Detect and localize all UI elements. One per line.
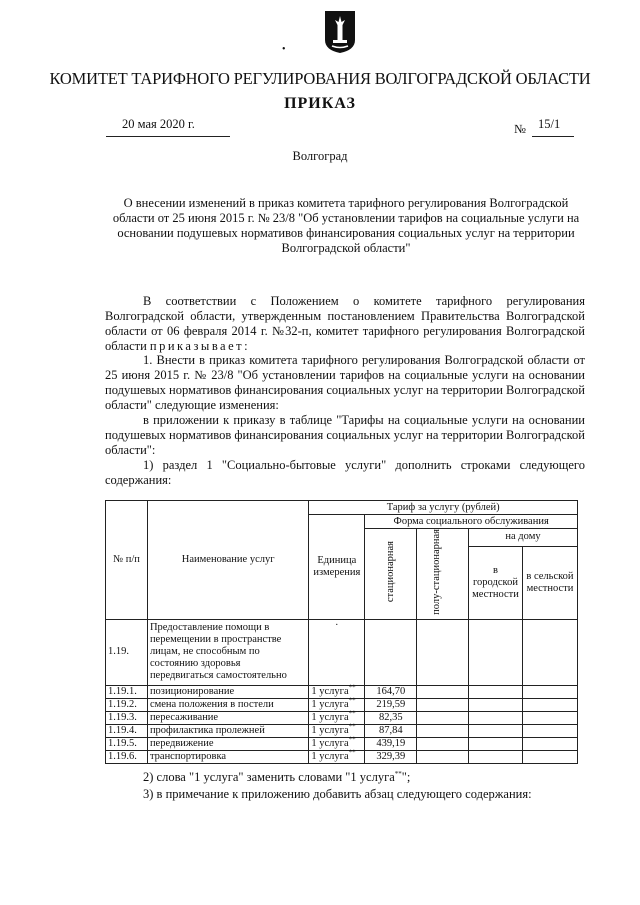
header-home: на дому xyxy=(469,529,578,547)
row-unit xyxy=(309,737,365,750)
row-stationary: 87,84 xyxy=(365,724,417,737)
unit-text: 1 услуга xyxy=(311,685,349,697)
row-name: смена положения в постели xyxy=(147,698,308,711)
row-rural xyxy=(522,685,577,698)
unit-text: 1 услуга xyxy=(311,698,349,710)
table-row xyxy=(106,737,578,750)
document-date: 20 мая 2020 г. xyxy=(122,117,195,131)
paragraph-item-3: 3) в примечание к приложению добавить абзац следующего содержания: xyxy=(143,787,532,801)
table-row xyxy=(106,698,578,711)
row-urban xyxy=(469,698,523,711)
header-stationary-label: стационарная xyxy=(384,541,396,603)
row-rural xyxy=(522,737,577,750)
row-stationary: 439,19 xyxy=(365,737,417,750)
unit-text: 1 услуга xyxy=(311,711,349,723)
row-name: профилактика пролежней xyxy=(147,724,308,737)
header-stationary xyxy=(365,529,417,620)
paragraph-item-1: 1. Внести в приказ комитета тарифного регулирования Волгоградской области от 25 июня 2015 г. № 23/8 "Об установлении тарифов на социальные услуги на основании подушевых нормативов финансирования социальных услуг на территории Волгоградской области" следующие изменения: xyxy=(105,353,585,412)
group-stationary xyxy=(365,619,417,685)
row-urban xyxy=(469,711,523,724)
row-semi xyxy=(417,737,469,750)
row-rural xyxy=(522,724,577,737)
row-urban xyxy=(469,724,523,737)
row-semi xyxy=(417,750,469,763)
paragraph-table-intro: в приложении к приказу в таблице "Тарифы на социальные услуги на основании подушевых нормативов финансирования социальных услуг на территории Волгоградской области": xyxy=(105,413,585,457)
number-sign: № xyxy=(514,122,526,136)
row-semi xyxy=(417,724,469,737)
row-num: 1.19.6. xyxy=(106,750,148,763)
row-num: 1.19.1. xyxy=(106,685,148,698)
row-semi xyxy=(417,698,469,711)
row-rural xyxy=(522,698,577,711)
committee-title: КОМИТЕТ ТАРИФНОГО РЕГУЛИРОВАНИЯ ВОЛГОГРАДСКОЙ ОБЛАСТИ xyxy=(49,69,591,88)
header-tariff: Тариф за услугу (рублей) xyxy=(309,501,578,515)
group-rural xyxy=(522,619,577,685)
unit-sup: ** xyxy=(348,709,356,718)
row-unit xyxy=(309,724,365,737)
tariff-table xyxy=(105,500,578,764)
document-subject: О внесении изменений в приказ комитета тарифного регулирования Волгоградской области от 25 июня 2015 г. № 23/8 "Об установлении тарифов на социальные услуги на основании подушевых нормативов финансирования социальных услуг на территории Волгоградской области" xyxy=(112,196,580,255)
orders-word: приказывает: xyxy=(149,339,251,353)
number-underline xyxy=(532,136,574,137)
header-form: Форма социального обслуживания xyxy=(365,515,578,529)
row-rural xyxy=(522,711,577,724)
row-num: 1.19.4. xyxy=(106,724,148,737)
row-stationary: 164,70 xyxy=(365,685,417,698)
row-rural xyxy=(522,750,577,763)
header-rural: в сельской местности xyxy=(522,546,577,619)
row-stationary: 219,59 xyxy=(365,698,417,711)
row-num: 1.19.3. xyxy=(106,711,148,724)
group-num: 1.19. xyxy=(106,619,148,685)
row-name: пересаживание xyxy=(147,711,308,724)
item-2-sup: ** xyxy=(394,769,402,778)
row-unit xyxy=(309,685,365,698)
basis-text: В соответствии с Положением о комитете тарифного регулирования Волгоградской области, утвержденным постановлением Правительства Волгоградской области от 06 февраля 2014 г. №32-п, комитет тарифного регулирования Волгоградской области xyxy=(105,294,585,353)
mark-dot-cell: · xyxy=(335,619,339,631)
row-unit xyxy=(309,711,365,724)
row-urban xyxy=(469,750,523,763)
unit-sup: ** xyxy=(348,683,356,692)
row-num: 1.19.5. xyxy=(106,737,148,750)
table-row xyxy=(106,711,578,724)
table-row xyxy=(106,685,578,698)
unit-text: 1 услуга xyxy=(311,737,349,749)
unit-sup: ** xyxy=(348,722,356,731)
unit-sup: ** xyxy=(348,748,356,757)
header-semi-label: полу-стационарная xyxy=(430,529,442,615)
group-name: Предоставление помощи в перемещении в пространстве лицам, не способным по состоянию здоровья передвигаться самостоятельно xyxy=(147,619,308,685)
unit-text: 1 услуга xyxy=(311,724,349,736)
paragraph-item-2 xyxy=(105,770,585,785)
date-underline xyxy=(106,136,230,137)
group-unit xyxy=(309,619,365,685)
row-urban xyxy=(469,737,523,750)
header-urban: в городской местности xyxy=(469,546,523,619)
paragraph-basis xyxy=(105,294,585,354)
row-semi xyxy=(417,711,469,724)
row-unit xyxy=(309,750,365,763)
table-row xyxy=(106,724,578,737)
row-unit xyxy=(309,698,365,711)
item-2-text: 2) слова "1 услуга" заменить словами "1 услуга xyxy=(143,770,395,784)
row-name: позиционирование xyxy=(147,685,308,698)
row-num: 1.19.2. xyxy=(106,698,148,711)
document-number: 15/1 xyxy=(538,117,561,131)
row-stationary: 329,39 xyxy=(365,750,417,763)
group-semi xyxy=(417,619,469,685)
city: Волгоград xyxy=(292,149,348,163)
volgograd-emblem-icon xyxy=(324,10,356,54)
paragraph-section-1: 1) раздел 1 "Социально-бытовые услуги" дополнить строками следующего содержания: xyxy=(105,458,585,487)
row-name: транспортировка xyxy=(147,750,308,763)
document-type: ПРИКАЗ xyxy=(284,95,356,112)
row-semi xyxy=(417,685,469,698)
header-semi xyxy=(417,529,469,620)
unit-sup: ** xyxy=(348,696,356,705)
header-name: Наименование услуг xyxy=(147,501,308,620)
row-name: передвижение xyxy=(147,737,308,750)
group-urban xyxy=(469,619,523,685)
unit-sup: ** xyxy=(348,735,356,744)
item-2-end: "; xyxy=(401,770,411,784)
table-row xyxy=(106,750,578,763)
header-num: № п/п xyxy=(106,501,148,620)
row-stationary: 82,35 xyxy=(365,711,417,724)
header-unit: Единица измерения xyxy=(309,515,365,620)
row-urban xyxy=(469,685,523,698)
mark-dot: • xyxy=(282,44,286,55)
unit-text: 1 услуга xyxy=(311,750,349,762)
